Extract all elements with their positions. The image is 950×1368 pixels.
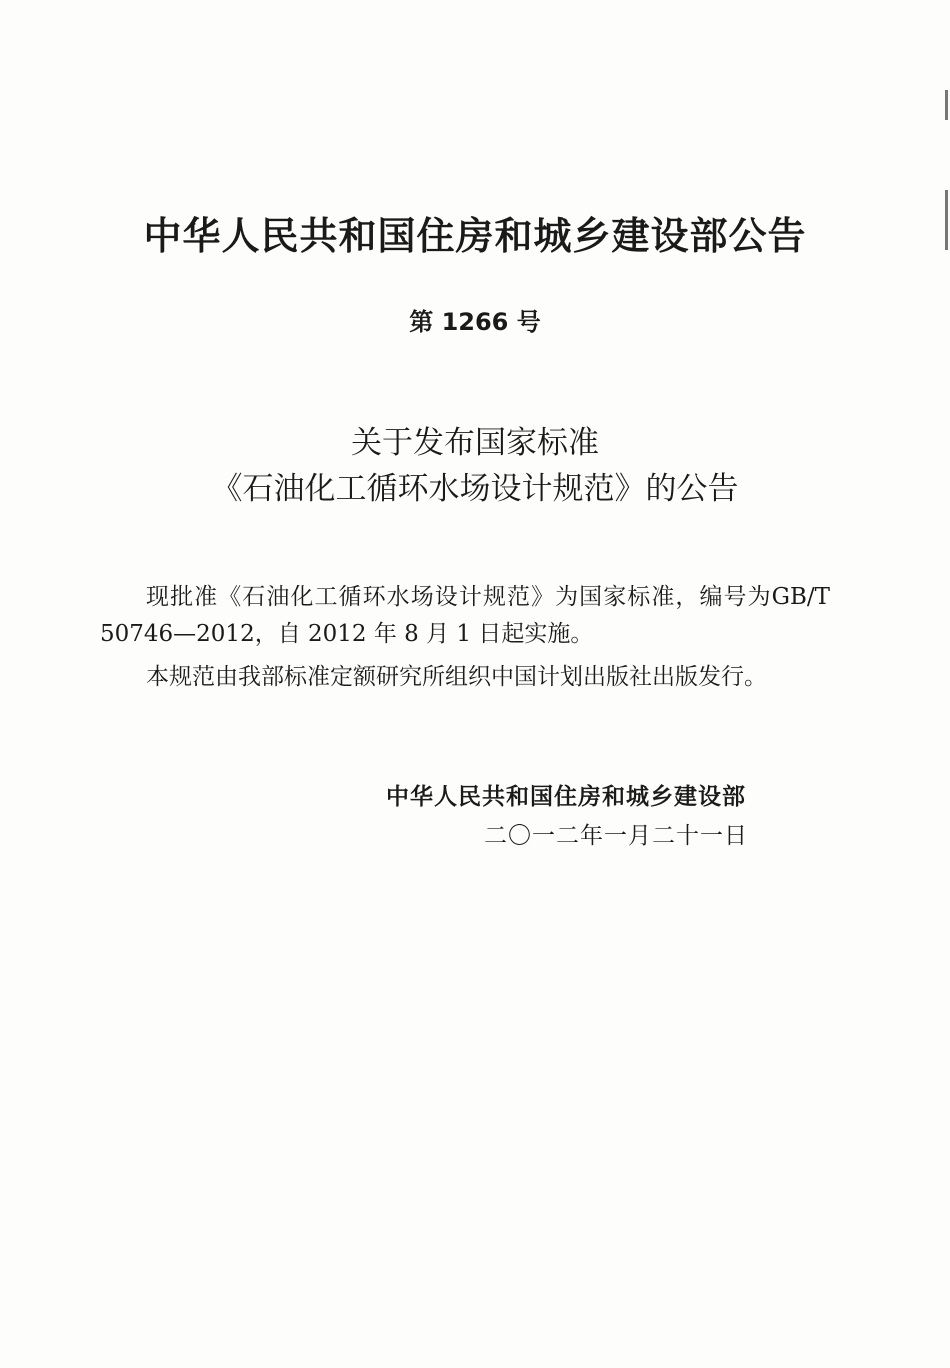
- announcement-title: 中华人民共和国住房和城乡建设部公告: [143, 214, 807, 258]
- paragraph-text: 现批准《石油化工循环水场设计规范》为国家标准，编号为GB/T 50746—2012，自 2012 年 8 月 1 日起实施。: [100, 584, 830, 647]
- body-paragraph-1: [100, 579, 830, 653]
- paragraph-text: 本规范由我部标准定额研究所组织中国计划出版社出版发行。: [146, 664, 767, 690]
- scan-edge-mark: [945, 190, 948, 250]
- announcement-subtitle-line1: 关于发布国家标准: [351, 425, 599, 461]
- signer: 中华人民共和国住房和城乡建设部: [386, 784, 746, 810]
- announcement-subtitle-line2: 《石油化工循环水场设计规范》的公告: [211, 471, 739, 507]
- body-paragraph-2: [100, 659, 830, 696]
- issue-date: 二〇一二年一月二十一日: [484, 823, 748, 849]
- scan-edge-mark: [945, 90, 948, 120]
- announcement-number: 第 1266 号: [409, 308, 541, 336]
